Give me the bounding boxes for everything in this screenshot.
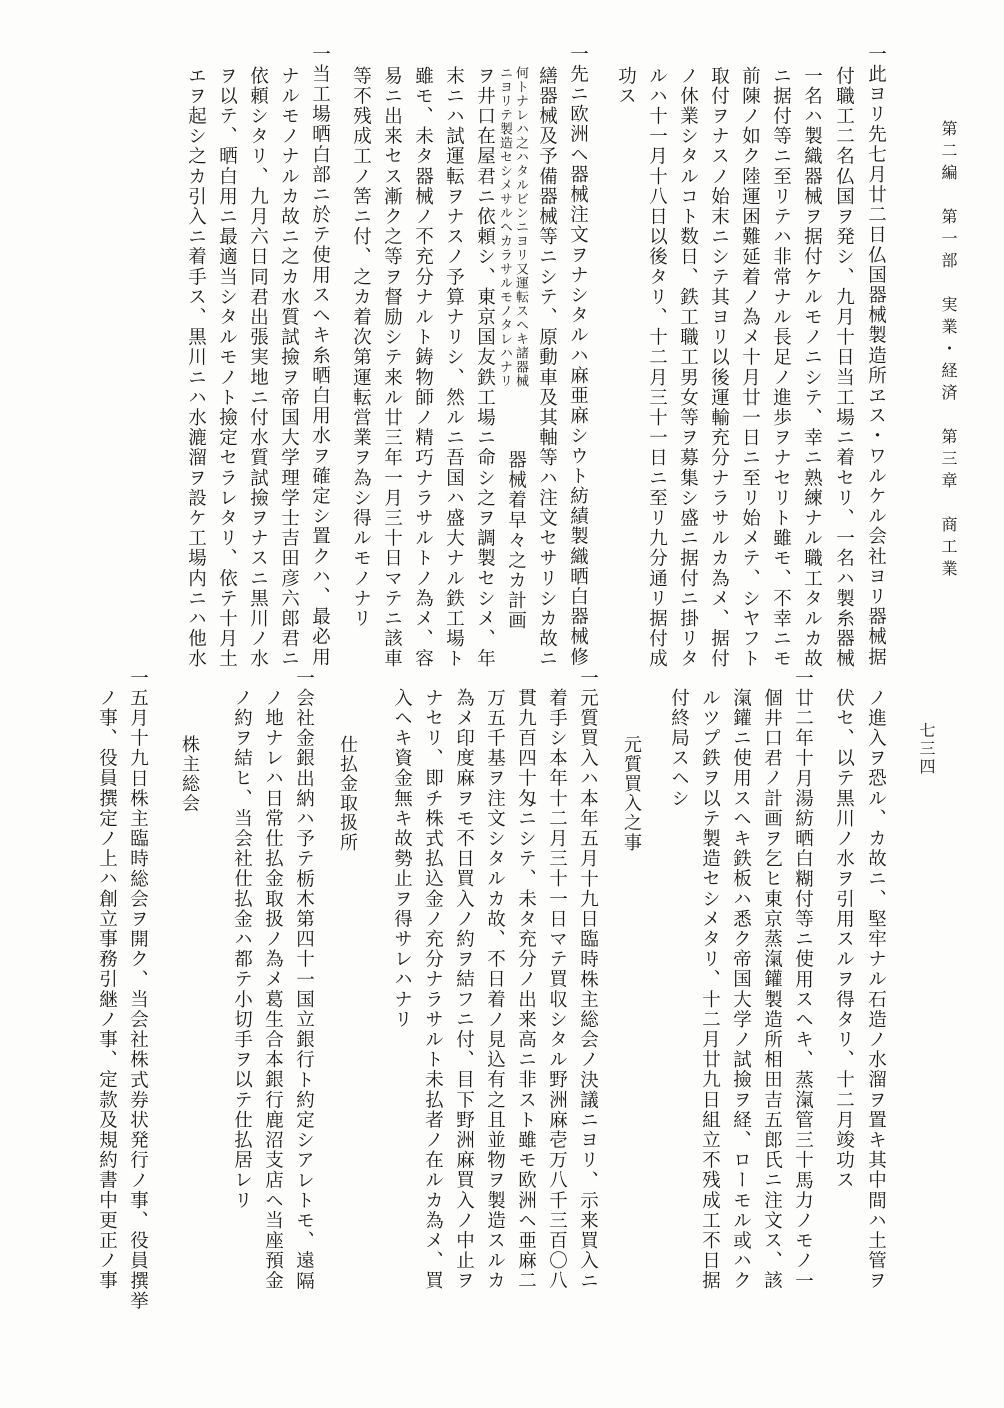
text-column: 末ニハ試運転ヲナスノ予算ナリシ、然ルニ吾国ハ盛大ナル鉄工場ト [443, 66, 465, 669]
text-column: ニ据付等ニ至リテハ非常ナル長足ノ進歩ヲナセリト雖モ、不幸ニモ [770, 66, 792, 669]
text-column: 付職工二名仏国ヲ発シ、九月十日当工場ニ着セリ、一名ハ製糸器械 [833, 66, 855, 669]
text-column: 一五月十九日株主臨時総会ヲ開ク、当会社株式券状発行ノ事、役員撰挙 [127, 668, 149, 1312]
note-line: 何トナレハ之ハタルビンニヨリ又運転スヘキ諸器械 [513, 66, 528, 388]
text-column: ヲ井口在屋君ニ依頼シ、東京国友鉄工場ニ命シ之ヲ調製セシメ、年 [474, 66, 496, 669]
text-column: ナルモノナルカ故ニ之カ水質試撿ヲ帝国大学理学士吉田彦六郎君ニ [278, 66, 300, 669]
text-column: 易ニ出来セス漸ク之等ヲ督励シテ来ル廿三年一月三十日マテニ該車 [381, 66, 403, 669]
interlinear-note [496, 66, 528, 396]
text-column: 一会社金銀出納ハ予テ栃木第四十一国立銀行ト約定シアレトモ、遠隔 [293, 668, 315, 1292]
note-line: ニヨリテ製造セシメサルヘカラサルモノタレハナリ [497, 66, 512, 388]
text-column: ノ進入ヲ恐ル、カ故ニ、堅牢ナル石造ノ水溜ヲ置キ其中間ハ土管ヲ [865, 688, 887, 1291]
text-column: 器械着早々之カ計画 [505, 450, 527, 631]
text-column: 一此ヨリ先七月廿二日仏国器械製造所ヱス・ワルケル会社ヨリ器械据 [865, 44, 887, 668]
text-column: 貫九百四十匁ニシテ、未タ充分ノ出来高ニ非スト雖モ欧洲ヘ亜麻二 [515, 688, 537, 1291]
text-column: 付終局スヘシ [668, 688, 690, 809]
text-column: 伏セ、以テ黒川ノ水ヲ引用スルヲ得タリ、十二月竣功ス [833, 688, 855, 1191]
text-column: ノ事、役員撰定ノ上ハ創立事務引継ノ事、定款及規約書中更正ノ事 [96, 688, 118, 1291]
text-column: 等不残成工ノ筈ニ付、之カ着次第運転営業ヲ為シ得ルモノナリ [350, 66, 372, 629]
text-column: 入ヘキ資金無キ故勢止ヲ得サレハナリ [391, 688, 413, 1030]
text-column: ノ休業シタルコト数日、鉄工職工男女等ヲ募集シ盛ニ据付ニ掛リタ [677, 66, 699, 669]
text-column: 依頼シタリ、九月六日同君出張実地ニ付水質試撿ヲナスニ黒川ノ水 [247, 66, 269, 669]
text-column: ノ地ナレハ日常仕払金取扱ノ為メ葛生合本銀行鹿沼支店ヘ当座預金 [262, 688, 284, 1291]
text-column: ノ約ヲ結ヒ、当会社仕払金ハ都テ小切手ヲ以テ仕払居レリ [231, 688, 253, 1211]
text-column: 着手シ本年十二月三十一日マテ買収シタル野洲麻壱万八千三百〇八 [546, 688, 568, 1291]
text-column: 繕器械及予備器械等ニシテ、原動車及其軸等ハ注文セサリシカ故ニ [536, 66, 558, 669]
text-column: 万五千基ヲ注文シタルカ故、不日着ノ見込有之且並物ヲ製造スルカ [484, 688, 506, 1291]
text-column: 滊鑵ニ使用スヘキ鉄板ハ悉ク帝国大学ノ試撿ヲ経、ローモル或ハク [730, 688, 752, 1291]
text-column: 一当工場晒白部ニ於テ使用スヘキ糸晒白用水ヲ確定シ置クハ、最必用 [309, 44, 331, 668]
section-heading: 元質買入之事 [621, 735, 642, 853]
section-heading: 株主総会 [179, 735, 200, 814]
text-column: エヲ起シ之カ引入ニ着手ス、黒川ニハ水漉溜ヲ設ケ工場内ニハ他水 [185, 66, 207, 669]
text-column: ルハ十一月十八日以後タリ、十二月三十一日ニ至リ九分通リ据付成 [646, 66, 668, 669]
text-column: ヲ以テ、晒白用ニ最適当シタルモノト撿定セラレタリ、依テ十月土 [216, 66, 238, 669]
page-number: 七三四 [917, 722, 936, 776]
text-column: ナセリ、即チ株式払込金ノ充分ナラサルト未払者ノ在ルカ為メ、買 [422, 688, 444, 1291]
text-column: 為メ印度麻ヲモ不日買入ノ約ヲ結フニ付、目下野洲麻買入ノ中止ヲ [453, 688, 475, 1291]
text-column: 一廿二年十月湯紡晒白糊付等ニ使用スヘキ、蒸滊管三十馬力ノモノ一 [792, 668, 814, 1292]
text-column: 一先ニ欧洲ヘ器械注文ヲナシタルハ麻亜麻シウト紡績製織晒白器械修 [567, 44, 589, 668]
text-column: 一名ハ製織器械ヲ据付ケルモノニシテ、幸ニ熟練ナル職工タルカ故 [801, 66, 823, 669]
text-column: ルツプ鉄ヲ以テ製造セシメタリ、十二月廿九日組立不残成工不日据 [699, 688, 721, 1291]
text-column: 雖モ、未タ器械ノ不充分ナルト鋳物師ノ精巧ナラサルトノ為メ、容 [412, 66, 434, 669]
section-heading: 仕払金取扱所 [337, 735, 358, 853]
text-column: 功ス [615, 66, 637, 107]
running-header: 第二編 第一部 実業・経済 第三章 商工業 [939, 120, 958, 582]
text-column: 個井口君ノ計画ヲ乞ヒ東京蒸滊鑵製造所相田吉五郎氏ニ注文ス、該 [761, 688, 783, 1291]
text-column: 取付ヲナスノ始末ニシテ其ヨリ以後運輸充分ナラサルカ為メ、据付 [708, 66, 730, 669]
text-column: 一元質買入ハ本年五月十九日臨時株主総会ノ決議ニヨリ、示来買入ニ [577, 668, 599, 1292]
text-column: 前陳ノ如ク陸運困難延着ノ為メ十月廿一日ニ至リ始メテ、シヤフト [739, 66, 761, 669]
